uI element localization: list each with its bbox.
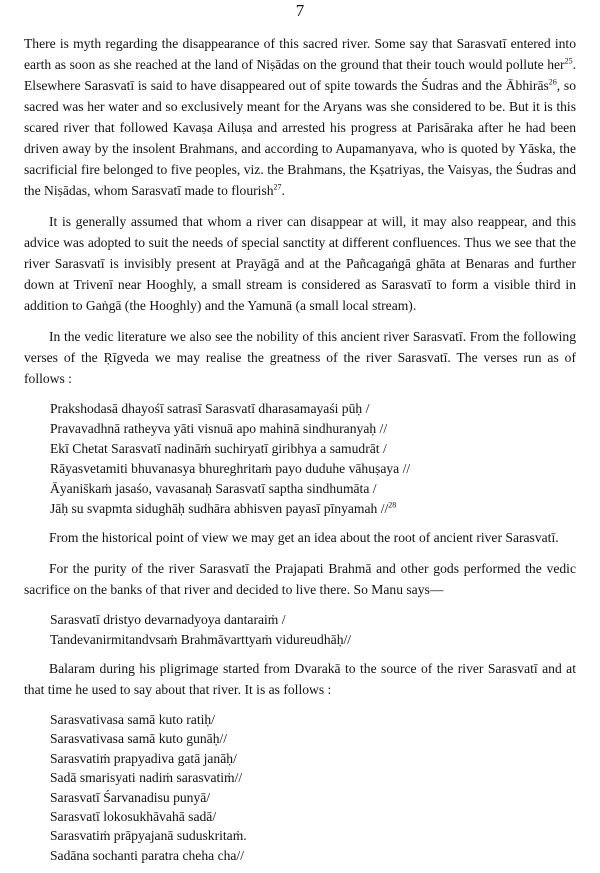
- paragraph-balaram: Balaram during his pligrimage started from Dvarakā to the source of the river Sarasvatī and at that time he used to say about that river. It is as follows :: [24, 661, 576, 697]
- verse-line: Sadāna sochanti paratra cheha cha//: [50, 847, 244, 863]
- rigveda-verses: [50, 399, 576, 519]
- page-number: 7: [295, 1, 305, 20]
- paragraph-text: .: [281, 183, 285, 198]
- verse-line: Rāyasvetamiti bhuvanasya bhureghritaṁ payo duduhe vāhuṣaya //: [50, 461, 411, 476]
- verse-line: Sarasvatiṁ prapyadiva gatā janāḥ/: [50, 750, 237, 766]
- paragraph-myth: [24, 33, 576, 201]
- paragraph-purity: For the purity of the river Sarasvatī the Prajapati Brahmā and other gods performed the vedic sacrifice on the banks of that river and decided to live there. So Manu says—: [24, 561, 576, 597]
- paragraph-historical: From the historical point of view we may get an idea about the root of ancient river Sarasvatī.: [49, 530, 559, 545]
- verse-line: Sarasvatī Śarvanadisu punyā/: [50, 789, 211, 805]
- footnote-ref: 27: [273, 182, 282, 192]
- verse-line: [50, 499, 576, 519]
- verse-line: Pravavadhnā ratheyva yāti visnuā apo mahinā sindhuranyaḥ //: [50, 421, 388, 436]
- footnote-ref: 25: [564, 56, 573, 66]
- verse-line: Sarasvatī lokosukhāvahā sadā/: [50, 809, 217, 825]
- footnote-ref: 28: [388, 500, 397, 510]
- verse-line: Sarasvativasa samā kuto ratiḥ/: [50, 712, 215, 727]
- verse-line: Ekī Chetat Sarasvatī nadināṁ suchiryatī giribhya a samudrāt /: [50, 441, 387, 456]
- verse-line: Āyanis̄kaṁ jasaśo, vavasanaḥ Sarasvatī saptha sindhumāta /: [50, 481, 377, 496]
- paragraph-text: There is myth regarding the disappearance of this sacred river. Some say that Sarasvatī entered into earth as soon as she reached at the land of Niṣādas on the ground that their touch would pollute her: [24, 36, 576, 72]
- verse-line: Sarasvativasa samā kuto gunāḥ//: [50, 731, 228, 747]
- verse-line: Sadā smarisyati nadiṁ sarasvatiṁ//: [50, 770, 243, 786]
- verse-line: Tandevanirmitandvsaṁ Brahmāvarttyaṁ vidureudhāḥ//: [50, 632, 352, 647]
- verse-line: Sarasvatiṁ prāpyajanā suduskritaṁ.: [50, 828, 247, 844]
- manu-verses: [50, 610, 576, 650]
- balaram-verses: [50, 710, 576, 865]
- verse-line: Prakshodasā dhayośī satrasī Sarasvatī dharasamayaśi pūḥ /: [50, 401, 370, 416]
- paragraph-text: . Elsewhere Sarasvatī is said to have disappeared out of spite towards the Śudras and the Ābhirās: [24, 57, 576, 93]
- verse-line: Sarasvatī dristyo devarnadyoya dantaraiṁ /: [50, 612, 286, 627]
- paragraph-confluences: It is generally assumed that whom a river can disappear at will, it may also reappear, and this advice was adopted to suit the needs of special sanctity at different confluences. Thus we see that the river Sarasvatī is invisibly present at Prayāgā and at the Pañcagaṅgā ghāta at Benaras and further down at Trivenī near Hooghly, a small stream is considered as Sarasvatī to form a visible third in addition to Gaṅgā (the Hooghly) and the Yamunā (a small local stream).: [24, 214, 576, 313]
- footnote-ref: 26: [548, 77, 557, 87]
- page-body: [24, 33, 576, 873]
- paragraph-vedic: In the vedic literature we also see the nobility of this ancient river Sarasvatī. From the following verses of the Ṛīgveda we may realise the greatness of the river Sarasvatī. The verses run as of follows :: [24, 329, 576, 386]
- verse-text: Jāḥ su svapmta sidughāḥ sudhāra abhisven payasī pīnyamah //: [50, 501, 389, 516]
- paragraph-text: , so sacred was her water and so exclusively meant for the Aryans was she considered to be. But it is this scared river that followed Kavaṣa Ailuṣa and arrested his progress at Parisāraka after he had been driven away by the insolent Brahmans, and according to Aupamanyava, who is quoted by Yāska, the sacrificial fire belonged to five peoples, viz. the Brahmans, the Kṣatriyas, the Vaisyas, the Śudras and the Niṣādas, whom Sarasvatī made to flourish: [24, 78, 576, 198]
